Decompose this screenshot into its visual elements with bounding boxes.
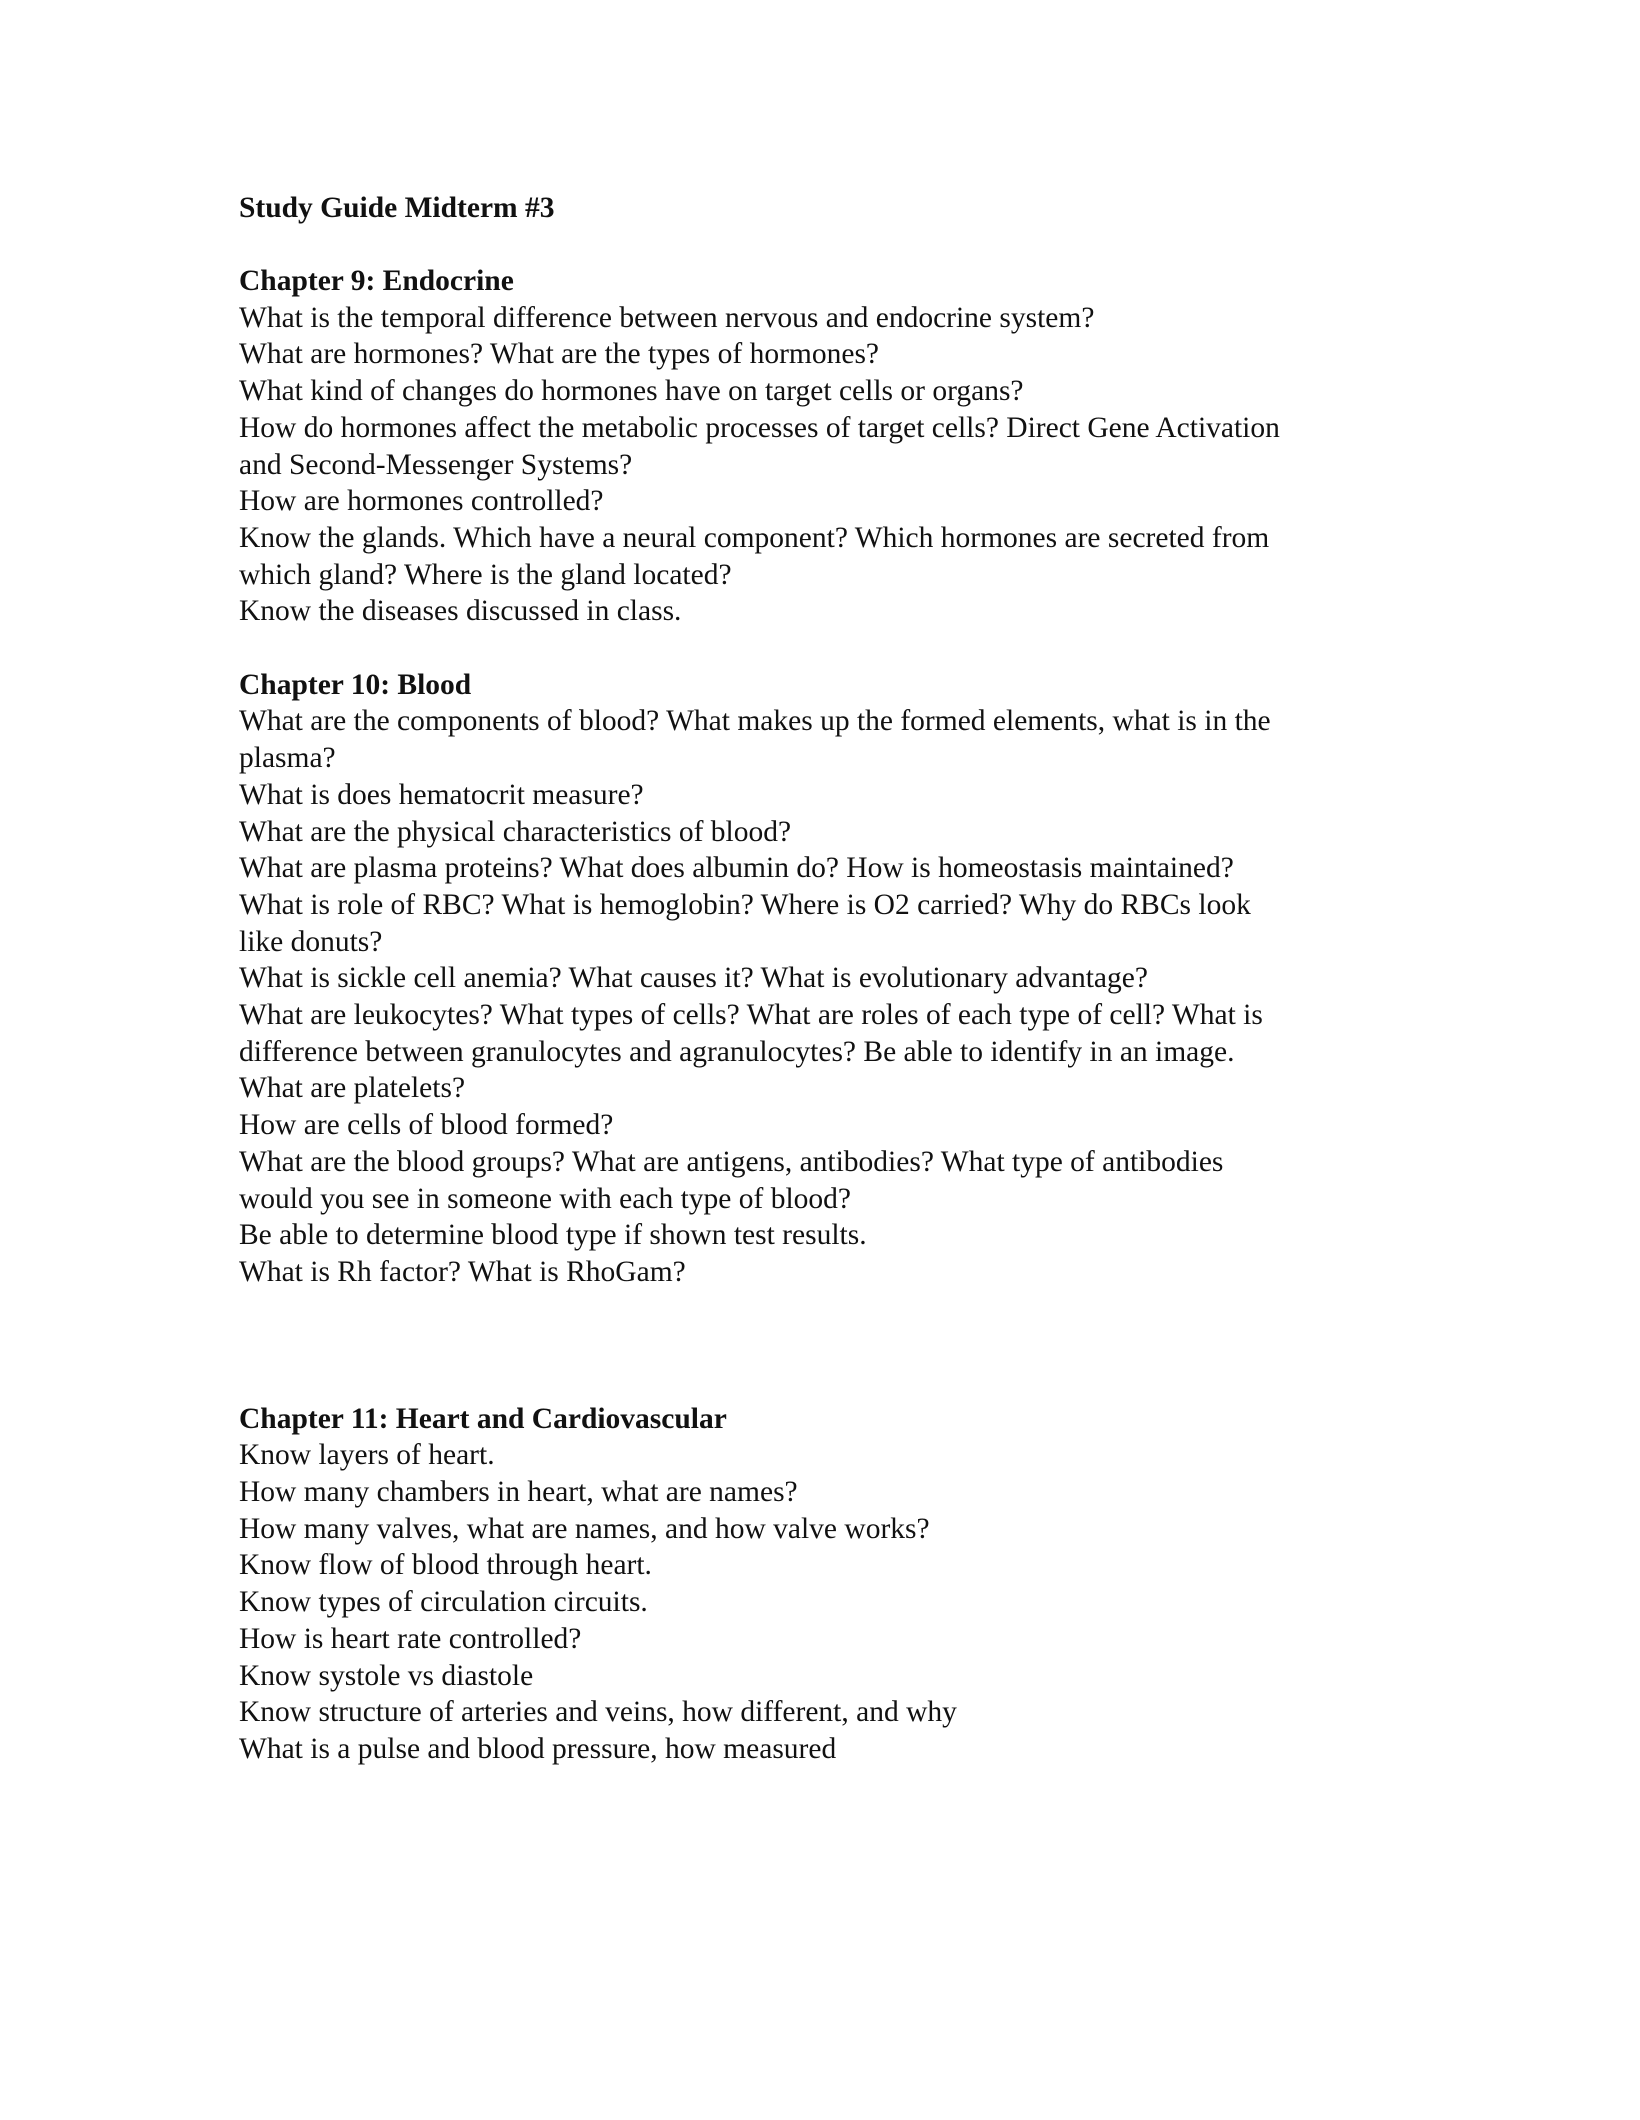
question-line: What are leukocytes? What types of cells? What are roles of each type of cell? What is [239, 999, 1263, 1032]
question-line: Know systole vs diastole [239, 1659, 534, 1692]
section-spacer [239, 630, 1399, 667]
question-line: Know layers of heart. [239, 1439, 495, 1472]
question-line: and Second-Messenger Systems? [239, 448, 633, 481]
section-heading: Chapter 11: Heart and Cardiovascular [239, 1402, 727, 1435]
question-line: Be able to determine blood type if shown test results. [239, 1219, 867, 1252]
question-line: What is a pulse and blood pressure, how measured [239, 1733, 837, 1765]
question-line: What are platelets? [239, 1072, 466, 1105]
question-line: Know structure of arteries and veins, how different, and why [239, 1696, 957, 1729]
section-heading: Chapter 10: Blood [239, 668, 472, 701]
question-line: How do hormones affect the metabolic processes of target cells? Direct Gene Activation [239, 411, 1280, 444]
question-line: How are cells of blood formed? [239, 1109, 614, 1142]
question-line: How are hormones controlled? [239, 485, 604, 518]
question-line: Know flow of blood through heart. [239, 1549, 652, 1582]
question-line: What are hormones? What are the types of hormones? [239, 338, 880, 371]
section-chapter-10 [239, 667, 1399, 1291]
question-line: What is Rh factor? What is RhoGam? [239, 1255, 686, 1288]
question-line: like donuts? [239, 925, 383, 958]
section-spacer [239, 1291, 1399, 1401]
question-line: What is the temporal difference between nervous and endocrine system? [239, 301, 1095, 334]
study-guide-page [239, 190, 1399, 1768]
question-line: Know the glands. Which have a neural component? Which hormones are secreted from [239, 521, 1270, 554]
question-line: What are the blood groups? What are antigens, antibodies? What type of antibodies [239, 1145, 1224, 1178]
question-line: How many chambers in heart, what are names? [239, 1476, 798, 1509]
question-line: Know types of circulation circuits. [239, 1586, 648, 1619]
question-line: which gland? Where is the gland located? [239, 558, 732, 591]
question-line: would you see in someone with each type of blood? [239, 1182, 851, 1215]
question-line: What are the physical characteristics of blood? [239, 815, 792, 848]
question-line: What is sickle cell anemia? What causes it? What is evolutionary advantage? [239, 962, 1148, 995]
question-line: difference between granulocytes and agranulocytes? Be able to identify in an image. [239, 1035, 1235, 1068]
section-heading: Chapter 9: Endocrine [239, 265, 514, 297]
question-line: What are plasma proteins? What does albumin do? How is homeostasis maintained? [239, 852, 1234, 885]
question-line: Know the diseases discussed in class. [239, 595, 682, 628]
section-chapter-9 [239, 263, 1399, 630]
question-line: What are the components of blood? What makes up the formed elements, what is in the [239, 705, 1271, 738]
question-line: How is heart rate controlled? [239, 1622, 582, 1655]
question-line: What is role of RBC? What is hemoglobin? Where is O2 carried? Why do RBCs look [239, 888, 1251, 921]
question-line: What is does hematocrit measure? [239, 778, 644, 811]
section-chapter-11 [239, 1401, 1399, 1768]
question-line: plasma? [239, 742, 336, 775]
question-line: How many valves, what are names, and how valve works? [239, 1512, 930, 1545]
document-title: Study Guide Midterm #3 [239, 192, 555, 224]
question-line: What kind of changes do hormones have on target cells or organs? [239, 375, 1024, 408]
